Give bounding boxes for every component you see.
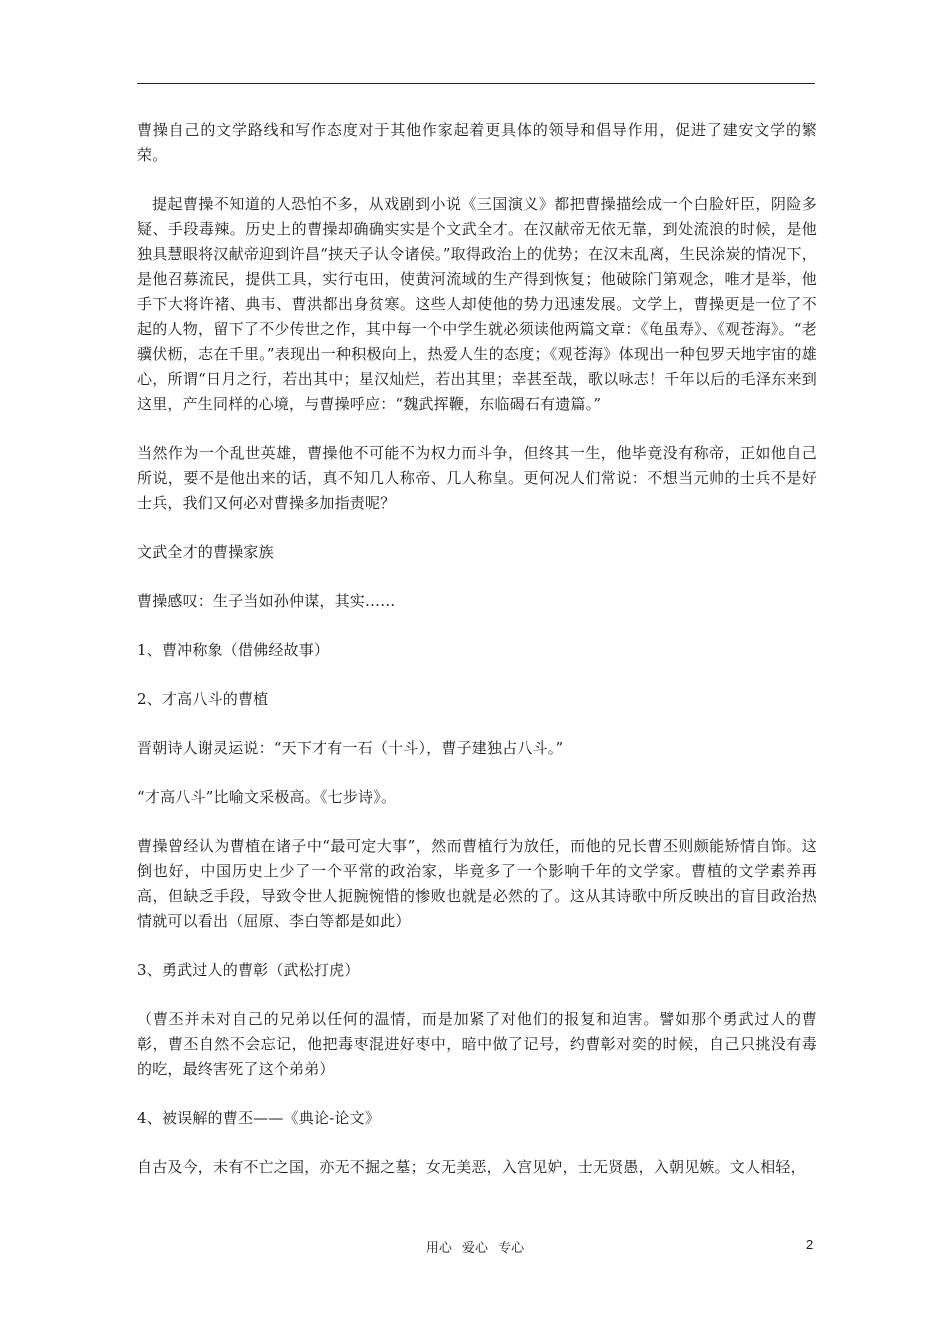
page-number: 2 [806,1237,814,1252]
section-heading: 文武全才的曹操家族 [137,543,274,561]
paragraph: 曹操曾经认为曹植在诸子中“最可定大事”，然而曹植行为放任，而他的兄长曹丕则颇能矫情自饰。这倒也好，中国历史上少了一个平常的政治家，毕竟多了一个影响千年的文学家。曹植的文学素养再高，但缺乏手段，导致令世人扼腕惋惜的惨败也就是必然的了。这从其诗歌中所反映出的盲目政治热情就可以看出（屈原、李白等都是如此） [137,837,817,930]
paragraph: 曹操自己的文学路线和写作态度对于其他作家起着更具体的领导和倡导作用，促进了建安文学的繁荣。 [137,121,817,164]
header-rule [137,83,815,84]
footer-motto: 用心 爱心 专心 [425,1241,525,1256]
list-item: 4、被误解的曹丕——《典论-论文》 [137,1109,381,1127]
list-item: 3、勇武过人的曹彰（武松打虎） [137,961,360,979]
paragraph: 曹操感叹：生子当如孙仲谋，其实…… [137,592,396,610]
paragraph: “才高八斗”比喻文采极高。《七步诗》。 [137,788,397,806]
list-item: 2、才高八斗的曹植 [137,690,269,708]
paragraph: 提起曹操不知道的人恐怕不多，从戏剧到小说《三国演义》都把曹操描绘成一个白脸奸臣，阴险多疑、手段毒辣。历史上的曹操却确确实实是个文武全才。在汉献帝无依无靠，到处流浪的时候，是他独具慧眼将汉献帝迎到许昌“挟天子认令诸侯。”取得政治上的优势；在汉末乱离，生民涂炭的情况下，是他召募流民，提供工具，实行屯田，使黄河流域的生产得到恢复；他破除门第观念，唯才是举，他手下大将许褚、典韦、曹洪都出身贫寒。这些人却使他的势力迅速发展。文学上，曹操更是一位了不起的人物，留下了不少传世之作，其中每一个中学生就必须读他两篇文章：《龟虽寿》、《观苍海》。“老骥伏枥，志在千里。”表现出一种积极向上，热爱人生的态度；《观苍海》体现出一种包罗天地宇宙的雄心，所谓“日月之行，若出其中；星汉灿烂，若出其里；幸甚至哉，歌以咏志！千年以后的毛泽东来到这里，产生同样的心境，与曹操呼应：“魏武挥鞭，东临碣石有遗篇。” [137,195,817,413]
list-item: 1、曹冲称象（借佛经故事） [137,641,330,659]
document-body [137,118,817,1180]
paragraph: （曹丕并未对自己的兄弟以任何的温情，而是加紧了对他们的报复和迫害。譬如那个勇武过人的曹彰，曹丕自然不会忘记，他把毒枣混进好枣中，暗中做了记号，约曹彰对奕的时候，自己只挑没有毒的吃，最终害死了这个弟弟） [137,1010,817,1078]
paragraph: 晋朝诗人谢灵运说：“天下才有一石（十斗），曹子建独占八斗。” [137,739,564,757]
paragraph: 当然作为一个乱世英雄，曹操他不可能不为权力而斗争，但终其一生，他毕竟没有称帝，正如他自己所说，要不是他出来的话，真不知几人称帝、几人称皇。更何况人们常说：不想当元帅的士兵不是好士兵，我们又何必对曹操多加指责呢？ [137,444,817,512]
paragraph: 自古及今，未有不亡之国，亦无不掘之墓；女无美恶，入宫见妒，士无贤愚，入朝见嫉。文人相轻， [137,1158,806,1176]
